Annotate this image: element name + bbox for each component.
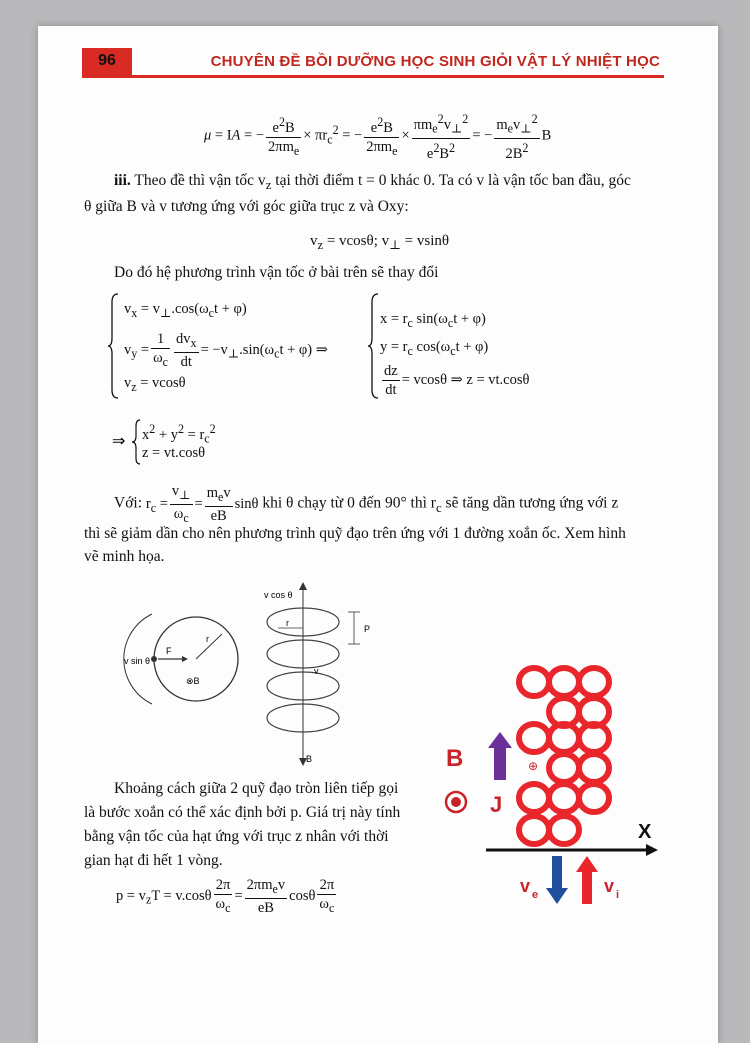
label-r: r	[206, 634, 209, 644]
equation-vz-sys: $v_z = vcos\theta$	[124, 375, 186, 394]
label-ve: v	[520, 876, 531, 896]
label-X: X	[638, 821, 652, 843]
paragraph-khoang-3: bằng vận tốc của hạt ứng với trục z nhân với thời	[84, 828, 389, 845]
label-B-right: B	[446, 745, 464, 772]
equation-p: $p = v_zT = v.\cos\theta$ $\frac{2\pi}{\omega_c}$ = $\frac{2\pi m_ev}{eB}$ cosθ $\frac{2\pi}{\omega_c}$	[116, 877, 335, 916]
equation-vx: $v_x = v_\perp.\cos(\omega_ct + \varphi)$	[124, 301, 247, 320]
paragraph-voi: Với: $r_c$ = $\frac{v_\perp}{\omega_c}$ = $\frac{m_ev}{eB}$ sinθ khi θ chạy từ 0 đến 90° thì $r_c$ sẽ tăng dần tương ứng với z	[114, 483, 619, 525]
label-vi: v	[604, 876, 615, 896]
label-P: P	[364, 624, 371, 634]
label-B: B	[306, 754, 313, 764]
particle-dot	[151, 656, 157, 662]
page-number: 96	[98, 52, 116, 69]
equation-mu: μ = IA = − $\frac{e^2B}{2\pi m_e}$ × $\pi r_c^2$ = − $\frac{e^2B}{2\pi m_e}$ × $\frac{\pi m_e^2v_\perp^2}{e^2B^2}$ = − $\frac{m_ev_\perp^2}{2B^2}$ B	[204, 112, 552, 162]
svg-text:⇒: ⇒	[112, 433, 126, 450]
label-vcos: v cos θ	[264, 590, 293, 600]
label-plus: ⊕	[528, 759, 539, 773]
paragraph-iii: iii. Theo đề thì vận tốc $v_z$ tại thời điểm t = 0 khác 0. Ta có v là vận tốc ban đầu, góc	[114, 172, 631, 193]
equation-x: $x = r_c$ $\sin(\omega_ct + \varphi)$	[380, 311, 486, 330]
equation-vy: $v_y$ = $\frac{1}{\omega_c}$ $\frac{dv_x}{dt}$ = $-v_\perp.\sin(\omega_ct + \varphi)$ ⇒	[124, 331, 328, 370]
equation-z: $\frac{dz}{dt}$ = vcosθ ⇒ z = vt.cosθ	[384, 363, 530, 398]
paragraph-thi: thì sẽ giảm dần cho nên phương trình quỹ đạo trên ứng với 1 đường xoắn ốc. Xem hình	[84, 525, 626, 542]
equation-circle: $x^2 + y^2 = r_c^2$	[142, 422, 216, 446]
equation-vz: $v_z = vcos\theta$; $v_\perp = vsin\theta$	[310, 233, 450, 252]
paragraph-iii-line2: θ giữa B và v tương ứng với góc giữa trục z và Oxy:	[84, 198, 409, 215]
rings-figure	[438, 660, 668, 910]
svg-text:i: i	[616, 889, 620, 901]
paragraph-khoang-4: gian hạt đi hết 1 vòng.	[84, 852, 223, 869]
label-J: J	[490, 792, 503, 817]
header-rule	[132, 75, 664, 78]
equation-y: $y = r_c$ $\cos(\omega_ct + \varphi)$	[380, 339, 489, 358]
label-B-in: ⊗B	[186, 676, 200, 686]
paragraph-khoang-1: Khoảng cách giữa 2 quỹ đạo tròn liên tiếp gọi	[114, 780, 399, 797]
label-vsin: v sin θ	[124, 656, 151, 666]
label-r2: r	[286, 618, 289, 628]
header-title: CHUYÊN ĐỀ BỒI DƯỠNG HỌC SINH GIỎI VẬT LÝ NHIỆT HỌC	[210, 53, 660, 70]
label-v: v	[314, 666, 319, 676]
helix-figure	[118, 582, 418, 772]
svg-text:e: e	[532, 889, 539, 901]
paragraph-khoang-2: là bước xoắn có thể xác định bởi p. Giá trị này tính	[84, 804, 401, 821]
paragraph-do-do: Do đó hệ phương trình vận tốc ở bài trên sẽ thay đổi	[114, 264, 439, 281]
equation-z-final: z = vt.cosθ	[142, 445, 206, 461]
paragraph-ve: vẽ minh họa.	[84, 548, 165, 565]
label-F: F	[166, 646, 172, 656]
